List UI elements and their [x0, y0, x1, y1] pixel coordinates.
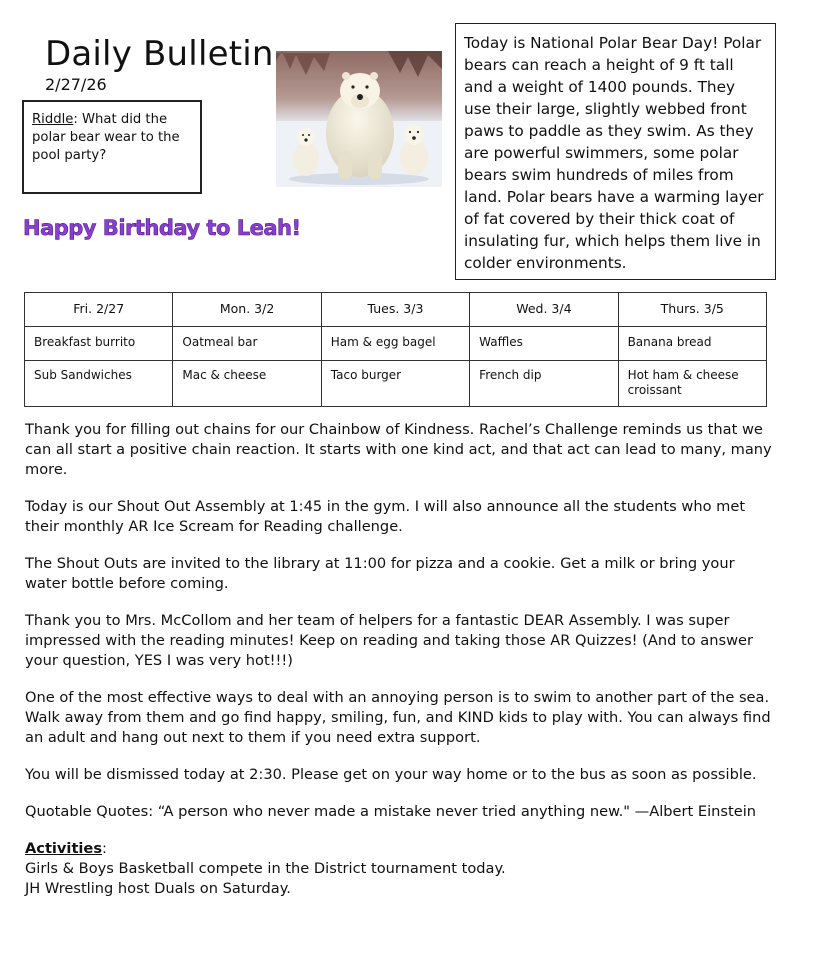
menu-cell: Hot ham & cheese croissant — [618, 361, 766, 407]
announcement-paragraph: The Shout Outs are invited to the library at 11:00 for pizza and a cookie. Get a milk or bring your water bottle before coming. — [25, 555, 735, 592]
activities-section — [25, 839, 773, 899]
bulletin-title: Daily Bulletin — [45, 34, 274, 74]
menu-breakfast-row — [25, 327, 767, 361]
polar-bear-image — [276, 51, 442, 187]
menu-cell: Ham & egg bagel — [321, 327, 469, 361]
announcement-paragraph: One of the most effective ways to deal with an annoying person is to swim to another part of the sea. Walk away from them and go find happy, smiling, fun, and KIND kids to play with. You can always find an adult and hang out next to them if you need extra support. — [25, 689, 771, 746]
menu-cell: Banana bread — [618, 327, 766, 361]
announcement-paragraph: Today is our Shout Out Assembly at 1:45 in the gym. I will also announce all the students who met their monthly AR Ice Scream for Reading challenge. — [25, 498, 746, 535]
announcement-paragraph: Quotable Quotes: “A person who never made a mistake never tried anything new." —Albert Einstein — [25, 803, 757, 820]
riddle-label: Riddle — [32, 112, 74, 127]
announcement-paragraph: Thank you to Mrs. McCollom and her team of helpers for a fantastic DEAR Assembly. I was super impressed with the reading minutes! Keep on reading and taking those AR Quizzes! (And to answer your question, YES I was very hot!!!) — [25, 612, 754, 669]
bulletin-date: 2/27/26 — [45, 75, 107, 94]
menu-cell: French dip — [470, 361, 618, 407]
activities-colon: : — [102, 840, 107, 857]
menu-day: Fri. 2/27 — [25, 293, 173, 327]
lunch-menu-table — [24, 292, 767, 407]
announcements — [25, 420, 773, 899]
announcement-paragraph: You will be dismissed today at 2:30. Please get on your way home or to the bus as soon as possible. — [25, 766, 757, 783]
polar-bear-fact-box: Today is National Polar Bear Day! Polar bears can reach a height of 9 ft tall and a weight of 1400 pounds. They use their large, slightly webbed front paws to paddle as they swim. As they are powerful swimmers, some polar bears swim hundreds of miles from land. Polar bears have a warming layer of fat covered by their thick coat of insulating fur, which helps them live in colder environments. — [455, 23, 776, 280]
menu-lunch-row — [25, 361, 767, 407]
menu-header-row — [25, 293, 767, 327]
menu-day: Wed. 3/4 — [470, 293, 618, 327]
menu-cell: Taco burger — [321, 361, 469, 407]
menu-cell: Waffles — [470, 327, 618, 361]
birthday-announcement: Happy Birthday to Leah! — [23, 216, 301, 240]
riddle-text: : What did the polar bear wear to the pool party? — [32, 112, 180, 163]
polar-bear-photo — [276, 51, 442, 187]
activity-item: JH Wrestling host Duals on Saturday. — [25, 880, 291, 897]
activity-item: Girls & Boys Basketball compete in the District tournament today. — [25, 860, 506, 877]
menu-cell: Breakfast burrito — [25, 327, 173, 361]
announcement-paragraph: Thank you for filling out chains for our Chainbow of Kindness. Rachel’s Challenge reminds us that we can all start a positive chain reaction. It starts with one kind act, and that act can lead to many, many more. — [25, 421, 772, 478]
menu-cell: Mac & cheese — [173, 361, 321, 407]
menu-day: Mon. 3/2 — [173, 293, 321, 327]
menu-day: Tues. 3/3 — [321, 293, 469, 327]
menu-day: Thurs. 3/5 — [618, 293, 766, 327]
activities-heading: Activities — [25, 840, 103, 857]
menu-cell: Sub Sandwiches — [25, 361, 173, 407]
menu-cell: Oatmeal bar — [173, 327, 321, 361]
riddle-box — [22, 100, 202, 194]
